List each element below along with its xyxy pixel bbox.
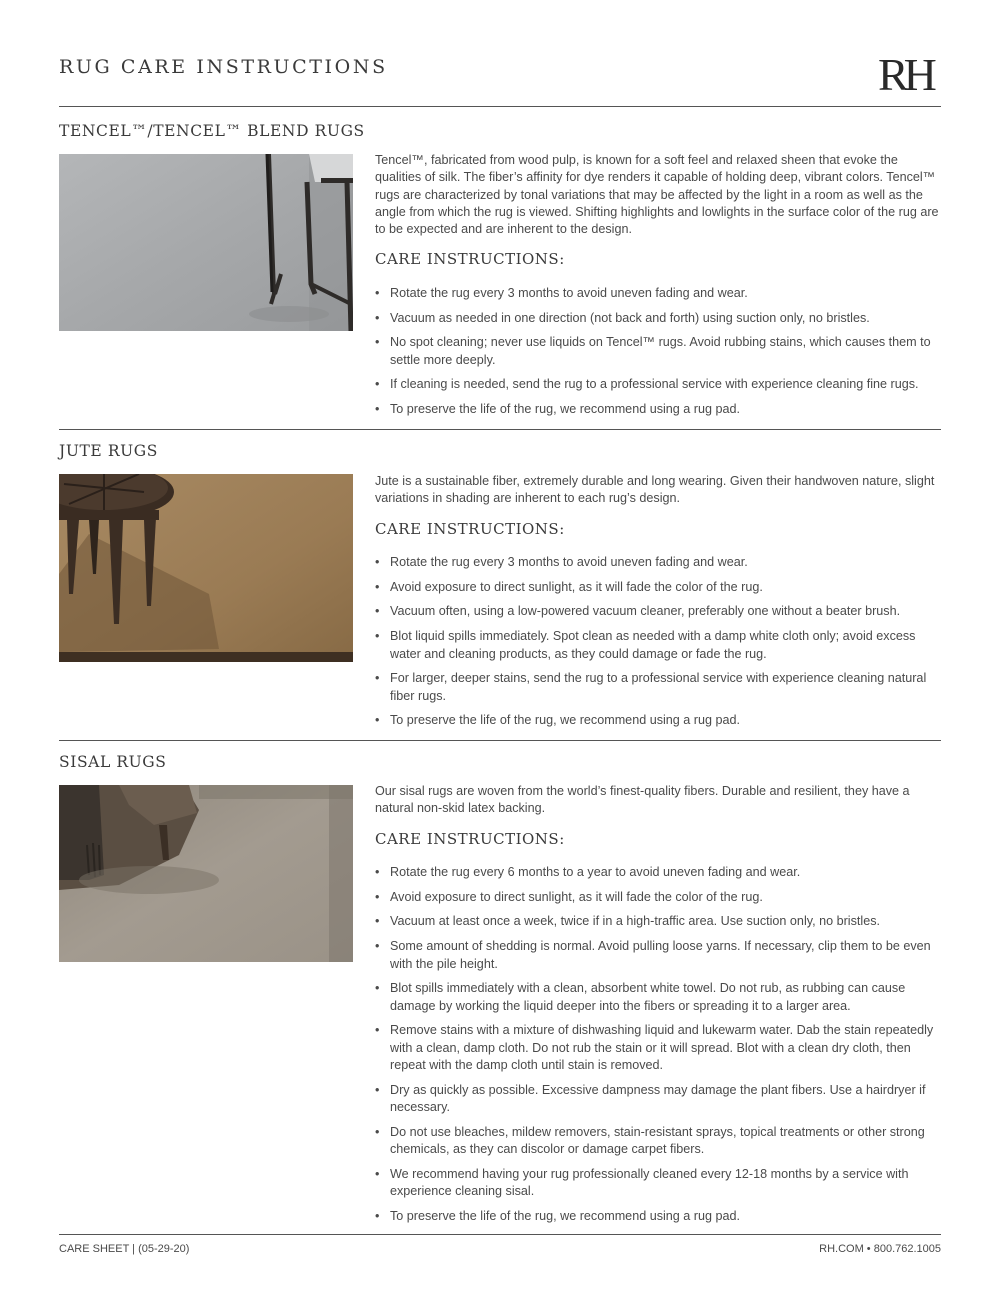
list-item: • Vacuum as needed in one direction (not back and forth) using suction only, no bristles.	[375, 310, 945, 327]
sisal-content	[375, 783, 945, 1233]
sisal-intro: Our sisal rugs are woven from the world’s finest-quality fibers. Durable and resilient, they have a natural non-skid latex backing.	[375, 784, 910, 816]
jute-rug-photo	[59, 474, 353, 662]
list-item: • We recommend having your rug professionally cleaned every 12-18 months by a service with experience cleaning sisal.	[375, 1166, 945, 1201]
list-item: • To preserve the life of the rug, we recommend using a rug pad.	[375, 401, 945, 418]
list-item: • Some amount of shedding is normal. Avoid pulling loose yarns. If necessary, clip them to be even with the pile height.	[375, 938, 945, 973]
divider	[59, 1234, 941, 1235]
section-title-jute: JUTE RUGS	[59, 442, 158, 460]
list-item: • No spot cleaning; never use liquids on Tencel™ rugs. Avoid rubbing stains, which causes them to settle more deeply.	[375, 334, 945, 369]
list-item: • Vacuum often, using a low-powered vacuum cleaner, preferably one without a beater brush.	[375, 603, 945, 620]
footer-contact: RH.COM • 800.762.1005	[819, 1243, 941, 1255]
divider	[59, 106, 941, 107]
jute-care-list	[375, 554, 945, 730]
list-item: • Vacuum at least once a week, twice if in a high-traffic area. Use suction only, no bristles.	[375, 913, 945, 930]
list-item: • Avoid exposure to direct sunlight, as it will fade the color of the rug.	[375, 579, 945, 596]
care-instructions-heading: CARE INSTRUCTIONS:	[375, 829, 565, 848]
tencel-content	[375, 152, 945, 426]
list-item: • Remove stains with a mixture of dishwashing liquid and lukewarm water. Dab the stain repeatedly with a clean, damp cloth. Do not rub the stain or it will spread. Blot with a clean dry cloth, then repeat with the damp cloth until stain is removed.	[375, 1022, 945, 1074]
divider	[59, 429, 941, 430]
list-item: • Blot spills immediately with a clean, absorbent white towel. Do not rub, as rubbing can cause damage by working the liquid deeper into the fibers or spreading it to a larger area.	[375, 980, 945, 1015]
tencel-care-list	[375, 285, 945, 419]
footer-care-sheet-date: CARE SHEET | (05-29-20)	[59, 1243, 190, 1255]
tencel-rug-photo	[59, 154, 353, 331]
jute-content	[375, 473, 945, 737]
list-item: • Rotate the rug every 3 months to avoid uneven fading and wear.	[375, 554, 945, 571]
list-item: • Dry as quickly as possible. Excessive dampness may damage the plant fibers. Use a hairdryer if necessary.	[375, 1082, 945, 1117]
care-instructions-heading: CARE INSTRUCTIONS:	[375, 250, 565, 269]
list-item: • For larger, deeper stains, send the rug to a professional service with experience cleaning natural fiber rugs.	[375, 670, 945, 705]
sisal-care-list	[375, 864, 945, 1226]
list-item: • Avoid exposure to direct sunlight, as it will fade the color of the rug.	[375, 889, 945, 906]
care-instructions-heading: CARE INSTRUCTIONS:	[375, 519, 565, 538]
jute-intro: Jute is a sustainable fiber, extremely durable and long wearing. Given their handwoven nature, slight variations in shading are inherent to each rug’s design.	[375, 474, 935, 506]
list-item: • Do not use bleaches, mildew removers, stain-resistant sprays, topical treatments or other strong chemicals, as they can discolor or damage carpet fibers.	[375, 1124, 945, 1159]
list-item: • Rotate the rug every 6 months to a year to avoid uneven fading and wear.	[375, 864, 945, 881]
rh-logo: RH	[878, 49, 932, 100]
section-title-tencel: TENCEL™/TENCEL™ BLEND RUGS	[59, 122, 365, 140]
list-item: • Rotate the rug every 3 months to avoid uneven fading and wear.	[375, 285, 945, 302]
list-item: • To preserve the life of the rug, we recommend using a rug pad.	[375, 712, 945, 729]
divider	[59, 740, 941, 741]
tencel-intro: Tencel™, fabricated from wood pulp, is known for a soft feel and relaxed sheen that evoke the qualities of silk. The fiber’s affinity for dye renders it capable of holding deep, vibrant colors. Tencel™ rugs are characterized by tonal variations that may be affected by the light in a room as well as the angle from which the rug is viewed. Shifting highlights and lowlights in the surface color of the rug are to be expected and are inherent to the design.	[375, 153, 939, 237]
list-item: • To preserve the life of the rug, we recommend using a rug pad.	[375, 1208, 945, 1225]
page-title: RUG CARE INSTRUCTIONS	[59, 56, 388, 78]
sisal-rug-photo	[59, 785, 353, 962]
list-item: • Blot liquid spills immediately. Spot clean as needed with a damp white cloth only; avoid excess water and cleaning products, as they could damage or fade the rug.	[375, 628, 945, 663]
section-title-sisal: SISAL RUGS	[59, 753, 167, 771]
list-item: • If cleaning is needed, send the rug to a professional service with experience cleaning fine rugs.	[375, 376, 945, 393]
